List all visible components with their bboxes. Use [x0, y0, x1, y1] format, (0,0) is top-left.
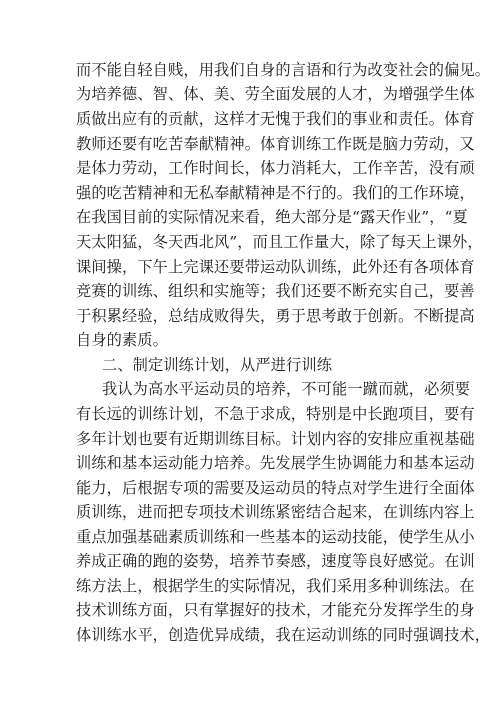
paragraph-2-line: 多年计划也要有近期训练目标。计划内容的安排应重视基础	[76, 430, 475, 448]
paragraph-1-line: 自身的素质。	[76, 331, 169, 349]
paragraph-2-line: 养成正确的跑的姿势，培养节奏感，速度等良好感觉。在训	[76, 552, 475, 570]
paragraph-2-line: 能力，后根据专项的需要及运动员的特点对学生进行全面体	[76, 479, 475, 497]
paragraph-1-line: 为培养德、智、体、美、劳全面发展的人才，为增强学生体	[76, 85, 475, 103]
paragraph-1-line: 在我国目前的实际情况来看，绝大部分是“露天作业”，“夏	[76, 208, 468, 226]
paragraph-2-line: 我认为高水平运动员的培养，不可能一蹴而就，必须要	[102, 380, 471, 398]
paragraph-1-line: 是体力劳动，工作时间长，体力消耗大，工作辛苦，没有顽	[76, 159, 475, 177]
paragraph-2-line: 质训练，进而把专项技术训练紧密结合起来，在训练内容上	[76, 503, 475, 521]
paragraph-2-line: 体训练水平，创造优异成绩，我在运动训练的同时强调技术，	[76, 626, 491, 644]
paragraph-1-line: 于积累经验，总结成败得失，勇于思考敢于创新。不断提高	[76, 307, 475, 325]
paragraph-1-line: 教师还要有吃苦奉献精神。体育训练工作既是脑力劳动，又	[76, 135, 475, 153]
paragraph-2-line: 重点加强基础素质训练和一些基本的运动技能，使学生从小	[76, 528, 475, 546]
section-heading: 二、制定训练计划，从严进行训练	[102, 356, 333, 374]
paragraph-1-line: 天太阳猛，冬天西北风”，而且工作量大，除了每天上课外，	[76, 233, 483, 251]
paragraph-2-line: 训练和基本运动能力培养。先发展学生协调能力和基本运动	[76, 454, 475, 472]
paragraph-2-line: 练方法上，根据学生的实际情况，我们采用多种训练法。在	[76, 577, 475, 595]
paragraph-1-line: 竞赛的训练、组织和实施等；我们还要不断充实自己，要善	[76, 282, 475, 300]
paragraph-2-line: 技术训练方面，只有掌握好的技术，才能充分发挥学生的身	[76, 601, 475, 619]
paragraph-1-line: 而不能自轻自贱，用我们自身的言语和行为改变社会的偏见。	[76, 61, 491, 79]
paragraph-2-line: 有长远的训练计划，不急于求成，特别是中长跑项目，要有	[76, 405, 475, 423]
paragraph-1-line: 质做出应有的贡献，这样才无愧于我们的事业和责任。体育	[76, 110, 475, 128]
paragraph-1-line: 强的吃苦精神和无私奉献精神是不行的。我们的工作环境，	[76, 184, 475, 202]
paragraph-1-line: 课间操，下午上完课还要带运动队训练，此外还有各项体育	[76, 258, 475, 276]
